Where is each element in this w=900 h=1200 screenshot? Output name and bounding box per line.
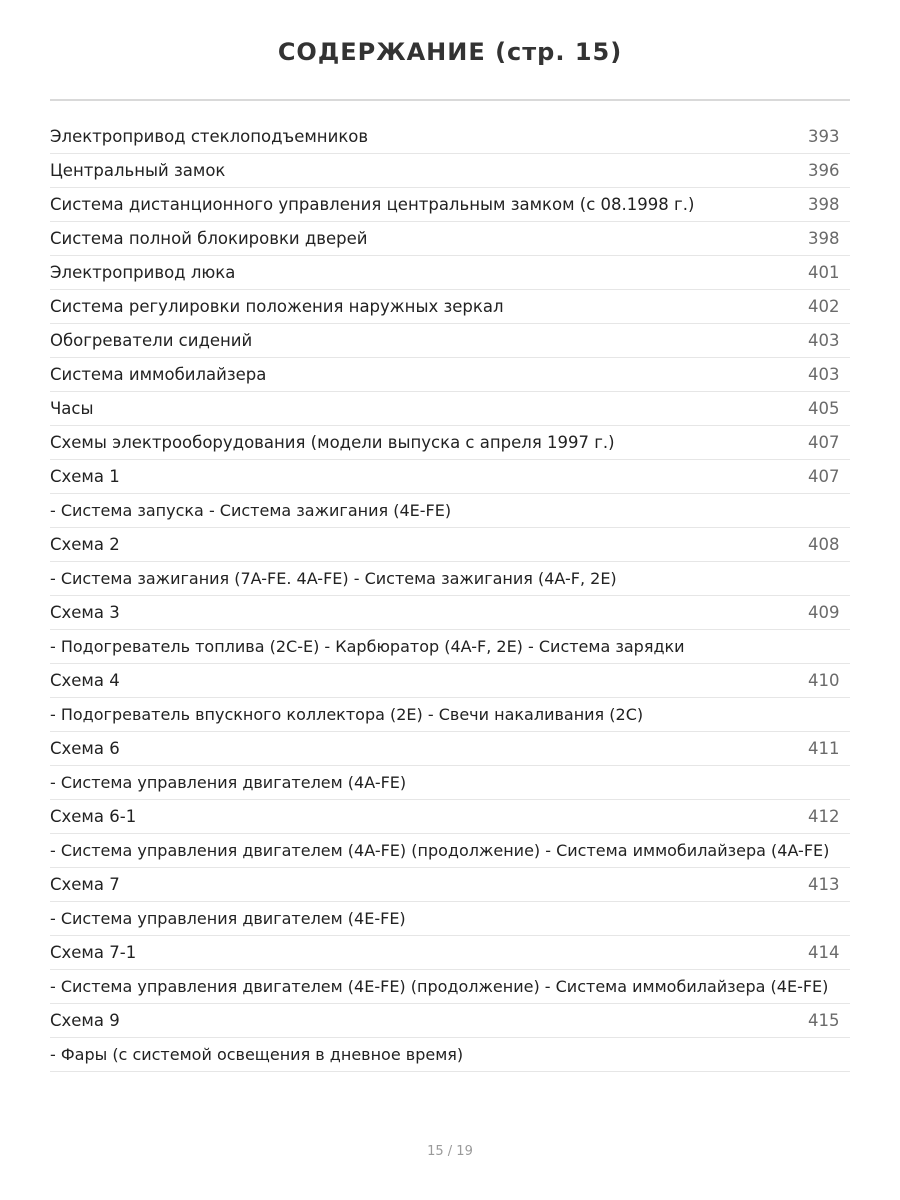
toc-subentry[interactable] [50,630,850,664]
toc-entry-title: Часы [50,399,94,418]
toc-page-number: 403 [808,331,840,350]
toc-entry-title: - Система управления двигателем (4A-FE) [50,773,407,792]
toc-page-number: 413 [808,875,840,894]
toc-subentry[interactable] [50,1038,850,1072]
toc-entry-title: Схема 6-1 [50,807,137,826]
toc-entry[interactable] [50,188,850,222]
toc-entry[interactable] [50,290,850,324]
toc-subentry[interactable] [50,494,850,528]
toc-page-number: 414 [808,943,840,962]
toc-entry[interactable] [50,936,850,970]
page-counter: 15 / 19 [427,1144,473,1159]
toc-page-number: 415 [808,1011,840,1030]
toc-entry-title: - Система управления двигателем (4E-FE) [50,909,406,928]
title-divider [50,99,850,101]
toc-entry[interactable] [50,120,850,154]
toc-page-number: 393 [808,127,840,146]
toc-entry-title: Система полной блокировки дверей [50,229,368,248]
toc-entry-title: Схема 7 [50,875,120,894]
toc-entry-title: - Система запуска - Система зажигания (4E-FE) [50,501,452,520]
toc-page-number: 407 [808,467,840,486]
toc-entry[interactable] [50,358,850,392]
toc-subentry[interactable] [50,766,850,800]
toc-page-number: 405 [808,399,840,418]
toc-entry-title: Схема 6 [50,739,120,758]
toc-page-number: 412 [808,807,840,826]
toc-entry-title: - Система управления двигателем (4A-FE) (продолжение) - Система иммобилайзера (4A-FE) [50,841,830,860]
toc-entry-title: Электропривод стеклоподъемников [50,127,369,146]
toc-entry[interactable] [50,222,850,256]
toc-page-number: 410 [808,671,840,690]
toc-entry-title: Электропривод люка [50,263,236,282]
toc-entry[interactable] [50,154,850,188]
toc-entry[interactable] [50,460,850,494]
toc-entry-title: Схема 1 [50,467,120,486]
toc-subentry[interactable] [50,902,850,936]
toc-page-number: 402 [808,297,840,316]
toc-subentry[interactable] [50,698,850,732]
table-of-contents [50,120,850,1072]
toc-entry[interactable] [50,868,850,902]
toc-subentry[interactable] [50,970,850,1004]
toc-entry[interactable] [50,324,850,358]
toc-page-number: 396 [808,161,840,180]
toc-entry[interactable] [50,256,850,290]
toc-entry-title: Схемы электрооборудования (модели выпуска с апреля 1997 г.) [50,433,615,452]
toc-entry[interactable] [50,732,850,766]
toc-page-number: 411 [808,739,840,758]
toc-entry-title: - Подогреватель топлива (2C-E) - Карбюратор (4A-F, 2E) - Система зарядки [50,637,685,656]
toc-page-number: 403 [808,365,840,384]
toc-page-number: 408 [808,535,840,554]
toc-entry[interactable] [50,392,850,426]
toc-page-number: 401 [808,263,840,282]
toc-entry-title: Система иммобилайзера [50,365,267,384]
toc-entry[interactable] [50,596,850,630]
toc-subentry[interactable] [50,834,850,868]
toc-entry-title: - Подогреватель впускного коллектора (2E) - Свечи накаливания (2C) [50,705,644,724]
toc-page-number: 398 [808,195,840,214]
toc-entry[interactable] [50,1004,850,1038]
toc-entry-title: Схема 9 [50,1011,120,1030]
toc-entry[interactable] [50,528,850,562]
page-title: СОДЕРЖАНИЕ (стр. 15) [277,38,623,66]
toc-entry-title: Система дистанционного управления центральным замком (с 08.1998 г.) [50,195,695,214]
toc-entry-title: - Система зажигания (7A-FE. 4A-FE) - Система зажигания (4A-F, 2E) [50,569,617,588]
toc-entry-title: Система регулировки положения наружных зеркал [50,297,504,316]
toc-page-number: 409 [808,603,840,622]
toc-entry[interactable] [50,426,850,460]
toc-entry[interactable] [50,800,850,834]
toc-entry-title: - Система управления двигателем (4E-FE) (продолжение) - Система иммобилайзера (4E-FE) [50,977,829,996]
toc-subentry[interactable] [50,562,850,596]
toc-page-number: 407 [808,433,840,452]
toc-page-number: 398 [808,229,840,248]
toc-entry-title: Схема 3 [50,603,120,622]
toc-entry[interactable] [50,664,850,698]
toc-entry-title: Схема 2 [50,535,120,554]
toc-entry-title: Обогреватели сидений [50,331,253,350]
toc-entry-title: Схема 7-1 [50,943,137,962]
toc-entry-title: Центральный замок [50,161,226,180]
toc-entry-title: Схема 4 [50,671,120,690]
toc-entry-title: - Фары (с системой освещения в дневное время) [50,1045,464,1064]
